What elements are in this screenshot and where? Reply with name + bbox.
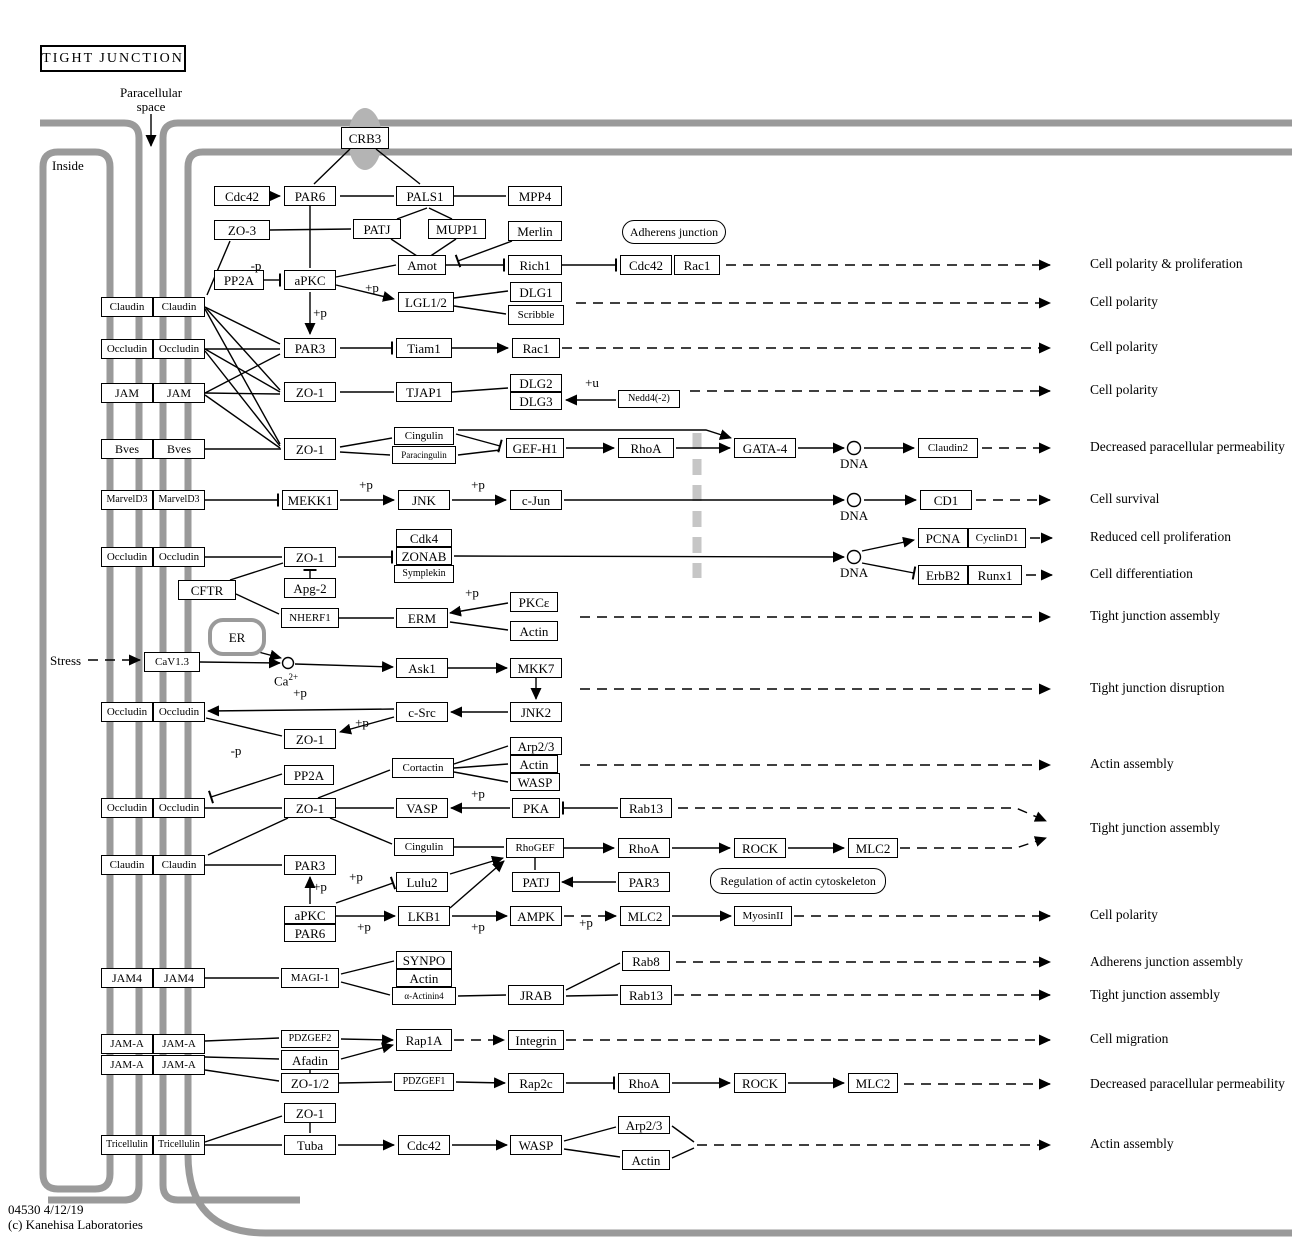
node-jnk[interactable]: JNK bbox=[398, 490, 450, 510]
modification-label: +p bbox=[349, 869, 363, 884]
node-jama-1l[interactable]: JAM-A bbox=[101, 1034, 153, 1054]
node-claudin-2r[interactable]: Claudin bbox=[153, 855, 205, 875]
node-mkk7[interactable]: MKK7 bbox=[510, 658, 562, 678]
node-rhoa-1[interactable]: RhoA bbox=[618, 438, 674, 458]
node-nedd4[interactable]: Nedd4(-2) bbox=[618, 390, 680, 408]
node-cd1[interactable]: CD1 bbox=[920, 490, 972, 510]
node-tricellulin-r[interactable]: Tricellulin bbox=[153, 1135, 205, 1155]
dna-circle bbox=[848, 494, 861, 507]
node-rock-2[interactable]: ROCK bbox=[734, 1073, 786, 1093]
node-par3-3[interactable]: PAR3 bbox=[284, 855, 336, 875]
node-cortactin[interactable]: Cortactin bbox=[392, 758, 454, 778]
modification-label: -p bbox=[230, 743, 242, 758]
modification-label: +p bbox=[471, 786, 485, 801]
edge bbox=[900, 838, 1046, 848]
node-lkb1[interactable]: LKB1 bbox=[398, 906, 450, 926]
edge bbox=[340, 438, 392, 447]
edge bbox=[330, 818, 392, 844]
edge bbox=[339, 1082, 392, 1083]
node-rac1-2[interactable]: Rac1 bbox=[512, 338, 560, 358]
outcome-label: Actin assembly bbox=[1090, 1136, 1174, 1151]
outcome-label: Reduced cell proliferation bbox=[1090, 529, 1231, 544]
node-dlg3[interactable]: DLG3 bbox=[510, 392, 562, 410]
dna-circle bbox=[848, 442, 861, 455]
node-mupp1[interactable]: MUPP1 bbox=[428, 219, 486, 239]
node-occludin-2r[interactable]: Occludin bbox=[153, 547, 205, 567]
node-lulu2[interactable]: Lulu2 bbox=[396, 872, 448, 892]
node-cingulin-2[interactable]: Cingulin bbox=[394, 838, 454, 856]
node-erbb2[interactable]: ErbB2 bbox=[918, 565, 968, 585]
edge bbox=[452, 388, 508, 392]
edge bbox=[205, 307, 280, 344]
node-merlin[interactable]: Merlin bbox=[508, 221, 562, 241]
node-pals1[interactable]: PALS1 bbox=[396, 186, 454, 206]
outcome-label: Adherens junction assembly bbox=[1090, 954, 1243, 969]
node-wasp-1[interactable]: WASP bbox=[510, 773, 560, 791]
edge bbox=[862, 540, 914, 551]
dna-label: DNA bbox=[840, 508, 869, 523]
node-jama-2l[interactable]: JAM-A bbox=[101, 1055, 153, 1075]
node-pcna[interactable]: PCNA bbox=[918, 528, 968, 548]
paracellular-space-label: Paracellular space bbox=[119, 85, 183, 114]
outcome-label: Decreased paracellular permeability bbox=[1090, 1076, 1285, 1091]
node-zo1-a[interactable]: ZO-1 bbox=[284, 382, 336, 402]
edge bbox=[458, 241, 512, 261]
node-rhoa-2[interactable]: RhoA bbox=[618, 838, 670, 858]
node-vasp[interactable]: VASP bbox=[396, 798, 448, 818]
node-arp23-2[interactable]: Arp2/3 bbox=[618, 1116, 670, 1134]
outcome-label: Actin assembly bbox=[1090, 756, 1174, 771]
node-rock-1[interactable]: ROCK bbox=[734, 838, 786, 858]
node-occludin-4r[interactable]: Occludin bbox=[153, 798, 205, 818]
node-afadin[interactable]: Afadin bbox=[281, 1050, 339, 1070]
node-csrc[interactable]: c-Src bbox=[396, 702, 448, 722]
node-amot[interactable]: Amot bbox=[398, 255, 446, 275]
modification-label: +p bbox=[357, 919, 371, 934]
node-rap2c[interactable]: Rap2c bbox=[508, 1073, 564, 1093]
node-zo1-f[interactable]: ZO-1 bbox=[284, 1103, 336, 1123]
outcome-label: Cell polarity bbox=[1090, 382, 1158, 397]
edge bbox=[564, 1149, 620, 1157]
node-occludin-1r[interactable]: Occludin bbox=[153, 339, 205, 359]
node-bves-r[interactable]: Bves bbox=[153, 439, 205, 459]
node-claudin-1l[interactable]: Claudin bbox=[101, 297, 153, 317]
edge bbox=[862, 563, 914, 573]
node-dlg1[interactable]: DLG1 bbox=[510, 282, 562, 302]
node-jama-1r[interactable]: JAM-A bbox=[153, 1034, 205, 1054]
edge bbox=[450, 858, 503, 874]
node-crb3[interactable]: CRB3 bbox=[341, 127, 389, 149]
edge bbox=[205, 309, 280, 444]
outcome-label: Cell differentiation bbox=[1090, 566, 1193, 581]
node-occludin-3l[interactable]: Occludin bbox=[101, 702, 153, 722]
node-zo12[interactable]: ZO-1/2 bbox=[281, 1073, 339, 1093]
outcome-label: Tight junction assembly bbox=[1090, 820, 1221, 835]
edge bbox=[458, 450, 500, 455]
node-tuba[interactable]: Tuba bbox=[284, 1135, 336, 1155]
edge bbox=[458, 995, 506, 996]
node-mlc2-3[interactable]: MLC2 bbox=[848, 1073, 898, 1093]
edge bbox=[454, 291, 508, 298]
edge bbox=[341, 982, 390, 995]
node-pdzgef1[interactable]: PDZGEF1 bbox=[394, 1073, 454, 1091]
edge bbox=[205, 1038, 279, 1041]
node-rac1-1[interactable]: Rac1 bbox=[674, 255, 720, 275]
edge bbox=[205, 1057, 279, 1059]
node-pp2a-2[interactable]: PP2A bbox=[284, 765, 334, 785]
outcome-label: Cell migration bbox=[1090, 1031, 1169, 1046]
node-pp2a-1[interactable]: PP2A bbox=[214, 270, 264, 290]
outcome-label: Tight junction disruption bbox=[1090, 680, 1225, 695]
node-actin-2[interactable]: Actin bbox=[510, 755, 558, 773]
edge bbox=[454, 306, 506, 314]
node-cingulin-1[interactable]: Cingulin bbox=[394, 427, 454, 445]
edge bbox=[456, 434, 500, 446]
edge bbox=[205, 354, 280, 393]
node-cjun[interactable]: c-Jun bbox=[510, 490, 562, 510]
outcome-label: Cell polarity bbox=[1090, 339, 1158, 354]
edge bbox=[205, 349, 280, 392]
node-jam-l[interactable]: JAM bbox=[101, 383, 153, 403]
edge bbox=[205, 351, 280, 446]
node-aactinin4[interactable]: α-Actinin4 bbox=[392, 987, 456, 1005]
edge bbox=[230, 563, 283, 580]
node-zo1-c[interactable]: ZO-1 bbox=[284, 547, 336, 567]
map-number: 04530 4/12/19 bbox=[8, 1202, 84, 1217]
outcome-label: Cell survival bbox=[1090, 491, 1160, 506]
modification-label: +p bbox=[313, 879, 327, 894]
node-rich1[interactable]: Rich1 bbox=[508, 255, 562, 275]
node-adherens-junction[interactable]: Adherens junction bbox=[622, 220, 726, 244]
node-actin-3[interactable]: Actin bbox=[396, 969, 452, 987]
node-gefh1[interactable]: GEF-H1 bbox=[506, 438, 564, 458]
node-tjap1[interactable]: TJAP1 bbox=[396, 382, 452, 402]
edge bbox=[211, 774, 282, 797]
outcome-label: Decreased paracellular permeability bbox=[1090, 439, 1285, 454]
modification-label: +u bbox=[585, 375, 599, 390]
node-synpo[interactable]: SYNPO bbox=[396, 951, 452, 969]
node-integrin[interactable]: Integrin bbox=[508, 1030, 564, 1050]
node-gata4[interactable]: GATA-4 bbox=[734, 438, 796, 458]
node-claudin-1r[interactable]: Claudin bbox=[153, 297, 205, 317]
edge bbox=[454, 772, 508, 782]
outcome-label: Tight junction assembly bbox=[1090, 608, 1221, 623]
node-mekk1[interactable]: MEKK1 bbox=[282, 490, 338, 510]
edge bbox=[236, 594, 279, 614]
node-cdc42-1[interactable]: Cdc42 bbox=[214, 186, 270, 206]
node-patj-2[interactable]: PATJ bbox=[512, 872, 560, 892]
node-actin-4[interactable]: Actin bbox=[622, 1150, 670, 1170]
node-zo1-b[interactable]: ZO-1 bbox=[284, 438, 336, 460]
edge bbox=[454, 556, 844, 557]
node-apg2[interactable]: Apg-2 bbox=[284, 578, 336, 598]
edge bbox=[341, 1045, 393, 1059]
modification-label: +p bbox=[471, 477, 485, 492]
copyright: (c) Kanehisa Laboratories bbox=[8, 1217, 143, 1232]
edge bbox=[200, 662, 280, 663]
node-mpp4[interactable]: MPP4 bbox=[508, 186, 562, 206]
edge bbox=[295, 664, 393, 667]
node-occludin-1l[interactable]: Occludin bbox=[101, 339, 153, 359]
edge bbox=[205, 1116, 282, 1142]
node-jnk2[interactable]: JNK2 bbox=[510, 702, 562, 722]
node-zo3[interactable]: ZO-3 bbox=[214, 220, 270, 240]
node-zo1-e[interactable]: ZO-1 bbox=[284, 798, 336, 818]
node-rhoa-3[interactable]: RhoA bbox=[618, 1073, 670, 1093]
node-runx1[interactable]: Runx1 bbox=[968, 565, 1022, 585]
modification-label: +p bbox=[579, 915, 593, 930]
node-cdk4[interactable]: Cdk4 bbox=[396, 529, 452, 547]
edge bbox=[454, 764, 508, 768]
node-claudin2[interactable]: Claudin2 bbox=[918, 438, 978, 458]
node-jam4-r[interactable]: JAM4 bbox=[153, 968, 205, 988]
node-rap1a[interactable]: Rap1A bbox=[396, 1029, 452, 1051]
edge bbox=[450, 603, 508, 613]
node-ampk[interactable]: AMPK bbox=[510, 906, 562, 926]
inside-label: Inside bbox=[52, 158, 84, 173]
node-cdc42-3[interactable]: Cdc42 bbox=[398, 1135, 450, 1155]
outcome-label: Cell polarity & proliferation bbox=[1090, 256, 1243, 271]
node-regulation[interactable]: Regulation of actin cytoskeleton bbox=[710, 868, 886, 894]
edge bbox=[206, 718, 282, 736]
edge bbox=[340, 452, 390, 455]
node-claudin-2l[interactable]: Claudin bbox=[101, 855, 153, 875]
edge bbox=[678, 808, 1046, 821]
outcome-label: Cell polarity bbox=[1090, 294, 1158, 309]
edge bbox=[341, 1039, 393, 1040]
edge bbox=[391, 239, 417, 256]
edge bbox=[672, 1148, 694, 1158]
edge bbox=[450, 622, 508, 630]
node-scribble[interactable]: Scribble bbox=[508, 305, 564, 325]
edge bbox=[566, 963, 620, 990]
modification-label: +p bbox=[293, 685, 307, 700]
node-jam-r[interactable]: JAM bbox=[153, 383, 205, 403]
node-pka[interactable]: PKA bbox=[512, 798, 560, 818]
node-pdzgef2[interactable]: PDZGEF2 bbox=[281, 1030, 339, 1048]
node-arp23-1[interactable]: Arp2/3 bbox=[510, 737, 562, 755]
edge bbox=[205, 1070, 279, 1081]
edge bbox=[205, 395, 280, 448]
edge bbox=[672, 1126, 694, 1142]
node-patj-1[interactable]: PATJ bbox=[353, 219, 401, 239]
edge bbox=[454, 746, 508, 764]
edge bbox=[397, 208, 427, 219]
node-cftr[interactable]: CFTR bbox=[178, 580, 236, 600]
node-jrab[interactable]: JRAB bbox=[508, 985, 564, 1005]
node-pkce[interactable]: PKCε bbox=[510, 592, 558, 612]
dna-label: DNA bbox=[840, 565, 869, 580]
modification-label: +p bbox=[365, 280, 379, 295]
edge bbox=[341, 961, 394, 974]
node-par3-1[interactable]: PAR3 bbox=[284, 338, 336, 358]
node-bves-l[interactable]: Bves bbox=[101, 439, 153, 459]
calcium-circle bbox=[283, 658, 294, 669]
node-paracingulin[interactable]: Paracingulin bbox=[392, 446, 456, 464]
stress-label: Stress bbox=[50, 653, 82, 668]
node-actin-1[interactable]: Actin bbox=[510, 621, 558, 641]
edge bbox=[336, 883, 393, 903]
node-occludin-4l[interactable]: Occludin bbox=[101, 798, 153, 818]
node-dlg2[interactable]: DLG2 bbox=[510, 374, 562, 392]
node-rab8[interactable]: Rab8 bbox=[622, 951, 670, 971]
edge bbox=[564, 1127, 616, 1141]
node-occludin-2l[interactable]: Occludin bbox=[101, 547, 153, 567]
node-zonab[interactable]: ZONAB bbox=[396, 547, 452, 565]
dna-label: DNA bbox=[840, 456, 869, 471]
edge bbox=[450, 861, 504, 908]
node-tricellulin-l[interactable]: Tricellulin bbox=[101, 1135, 153, 1155]
edge bbox=[208, 818, 288, 855]
node-rhogef[interactable]: RhoGEF bbox=[506, 838, 564, 858]
node-mlc2-2[interactable]: MLC2 bbox=[620, 906, 670, 926]
pathway-title: TIGHT JUNCTION bbox=[42, 50, 184, 66]
node-occludin-3r[interactable]: Occludin bbox=[153, 702, 205, 722]
pathway-title-box bbox=[40, 45, 186, 72]
node-wasp-2[interactable]: WASP bbox=[510, 1135, 562, 1155]
edge bbox=[566, 995, 618, 996]
node-cdc42-2[interactable]: Cdc42 bbox=[620, 255, 672, 275]
node-er[interactable]: ER bbox=[208, 618, 266, 656]
outcome-label: Tight junction assembly bbox=[1090, 987, 1221, 1002]
node-marveld3-l[interactable]: MarvelD3 bbox=[101, 490, 153, 510]
modification-label: -p bbox=[250, 258, 262, 273]
node-marveld3-r[interactable]: MarvelD3 bbox=[153, 490, 205, 510]
modification-label: +p bbox=[355, 715, 369, 730]
node-myosin2[interactable]: MyosinII bbox=[734, 906, 792, 926]
modification-label: +p bbox=[471, 919, 485, 934]
node-lgl12[interactable]: LGL1/2 bbox=[398, 292, 454, 312]
node-magi1[interactable]: MAGI-1 bbox=[281, 968, 339, 988]
node-rab13-2[interactable]: Rab13 bbox=[620, 985, 672, 1005]
node-erm[interactable]: ERM bbox=[396, 608, 448, 628]
membrane-inner-left bbox=[43, 152, 110, 1189]
node-rab13-1[interactable]: Rab13 bbox=[620, 798, 672, 818]
edge bbox=[456, 1082, 505, 1083]
node-apkc-2[interactable]: aPKC bbox=[284, 906, 336, 924]
edge bbox=[429, 208, 452, 219]
node-nherf1[interactable]: NHERF1 bbox=[281, 608, 339, 628]
edge bbox=[208, 709, 394, 711]
dna-nodes bbox=[283, 442, 861, 669]
node-ask1[interactable]: Ask1 bbox=[396, 658, 448, 678]
edge bbox=[336, 265, 396, 277]
modification-label: +p bbox=[359, 477, 373, 492]
node-mlc2-1[interactable]: MLC2 bbox=[848, 838, 898, 858]
node-symplekin[interactable]: Symplekin bbox=[394, 565, 454, 583]
node-tiam1[interactable]: Tiam1 bbox=[396, 338, 452, 358]
node-jama-2r[interactable]: JAM-A bbox=[153, 1055, 205, 1075]
node-zo1-d[interactable]: ZO-1 bbox=[284, 729, 336, 749]
modification-label: +p bbox=[313, 305, 327, 320]
node-par3-2[interactable]: PAR3 bbox=[618, 872, 670, 892]
modification-label: +p bbox=[465, 585, 479, 600]
node-par6-2[interactable]: PAR6 bbox=[284, 924, 336, 942]
node-apkc-1[interactable]: aPKC bbox=[284, 270, 336, 290]
node-cyclind1[interactable]: CyclinD1 bbox=[968, 528, 1026, 548]
outcome-label: Cell polarity bbox=[1090, 907, 1158, 922]
edge bbox=[205, 393, 280, 394]
calcium-label: $Ca^{2+}$ bbox=[274, 672, 299, 689]
node-cav13[interactable]: CaV1.3 bbox=[144, 652, 200, 672]
node-jam4-l[interactable]: JAM4 bbox=[101, 968, 153, 988]
node-par6-1[interactable]: PAR6 bbox=[284, 186, 336, 206]
edge bbox=[458, 430, 731, 438]
dna-circle bbox=[848, 551, 861, 564]
